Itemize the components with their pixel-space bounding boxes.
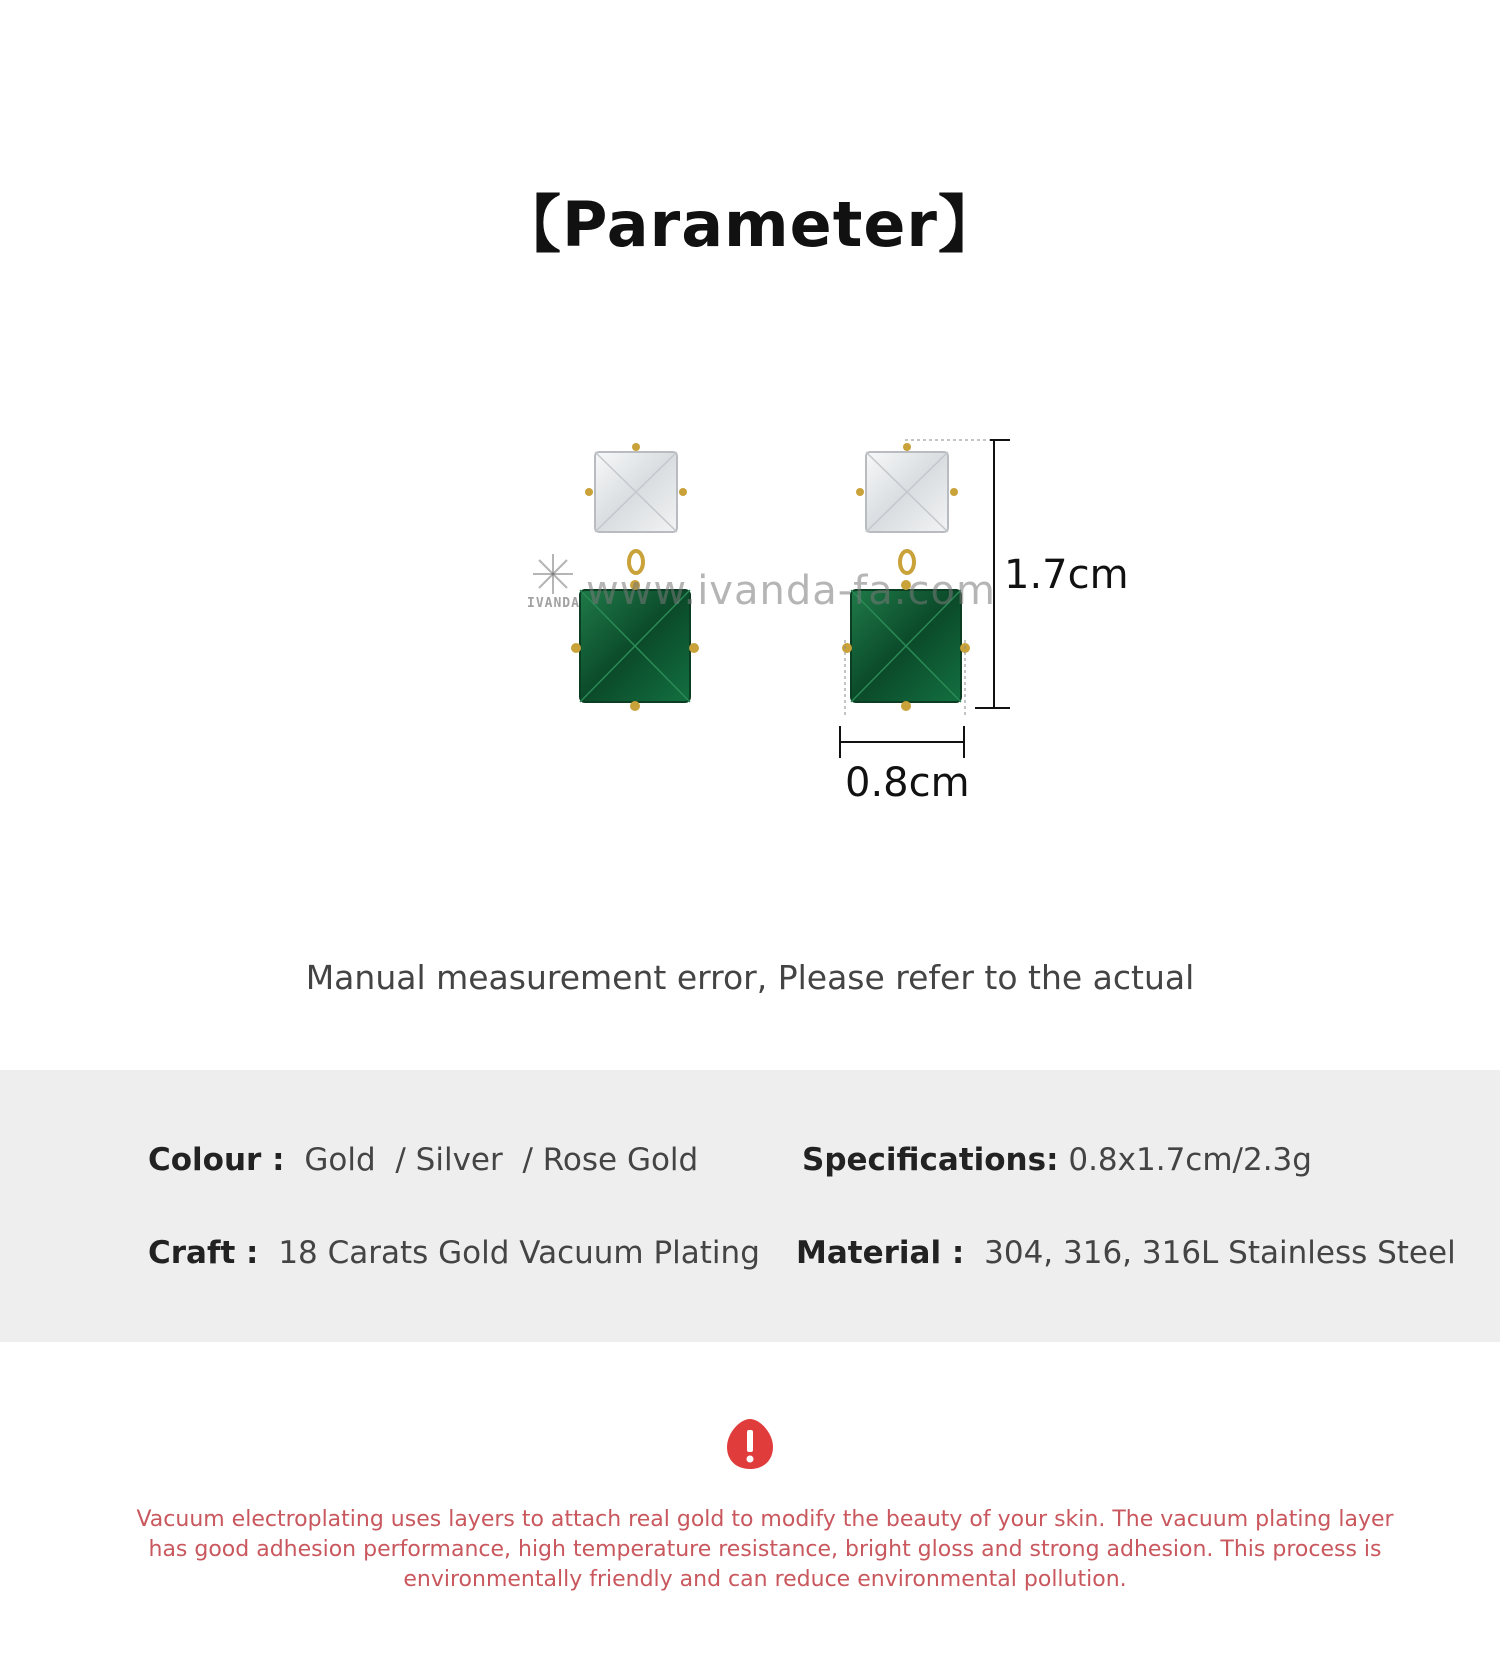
watermark-brand: IVANDA [527, 596, 580, 611]
spec-craft [148, 1235, 760, 1271]
spec-material-label: Material : [796, 1235, 965, 1271]
spec-colour [148, 1142, 698, 1178]
measurement-note: Manual measurement error, Please refer to the actual [305, 958, 1195, 997]
spec-craft-value: 18 Carats Gold Vacuum Plating [278, 1235, 760, 1271]
page-title: 【Parameter】 [499, 188, 1001, 261]
spec-specifications-label: Specifications: [802, 1142, 1059, 1178]
spec-band [0, 1070, 1500, 1342]
spec-specifications-value: 0.8x1.7cm/2.3g [1068, 1142, 1312, 1178]
watermark-star-icon [533, 554, 573, 594]
watermark-url: www.ivanda-fa.com [586, 568, 996, 614]
spec-colour-label: Colour : [148, 1142, 285, 1178]
spec-craft-label: Craft : [148, 1235, 259, 1271]
dimension-height-label: 1.7cm [1004, 552, 1129, 598]
warning-text: Vacuum electroplating uses layers to attach real gold to modify the beauty of your skin. The vacuum plating layer has good adhesion performance, high temperature resistance, bright gloss and strong adhesion. This process is environmentally friendly and can reduce environmental pollution. [136, 1507, 1394, 1592]
dimension-width-label: 0.8cm [845, 760, 970, 806]
exclamation-warning-icon [725, 1417, 775, 1471]
spec-material-value: 304, 316, 316L Stainless Steel [984, 1235, 1456, 1271]
spec-specifications [802, 1142, 1312, 1178]
spec-colour-value: Gold / Silver / Rose Gold [304, 1142, 699, 1178]
spec-material [796, 1235, 1456, 1271]
